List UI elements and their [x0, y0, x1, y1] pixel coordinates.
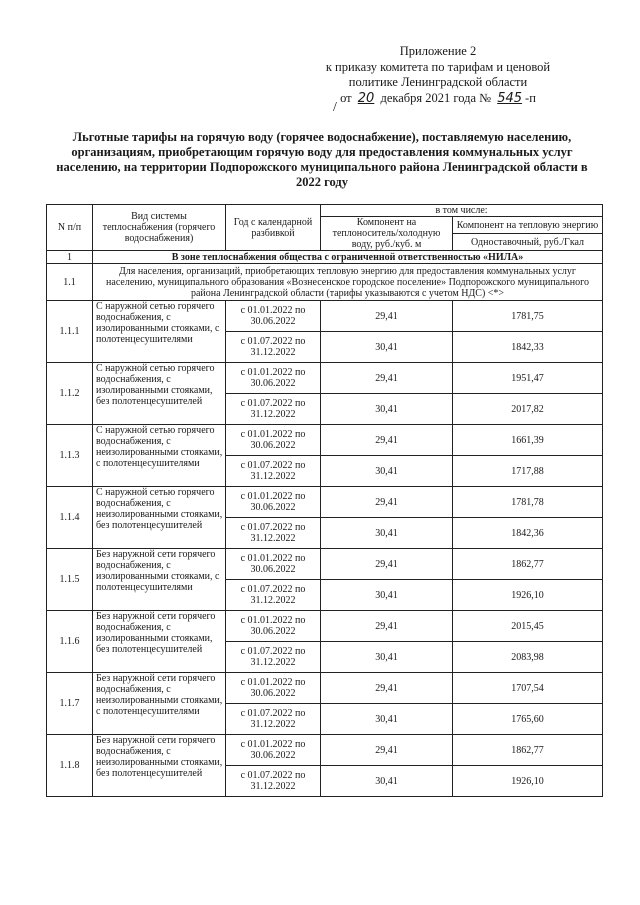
- heat-component-first-half: 1781,75: [453, 301, 603, 332]
- table-row: [47, 301, 603, 332]
- heat-component-second-half: 1717,88: [453, 456, 603, 487]
- system-type: С наружной сетью горячего водоснабжения, с неизолированными стояками, с полотенцесушителями: [93, 425, 226, 487]
- table-row: [47, 611, 603, 642]
- water-component-first-half: 29,41: [321, 487, 453, 518]
- water-component-first-half: 29,41: [321, 549, 453, 580]
- row-number: 1.1.5: [47, 549, 93, 611]
- system-type: Без наружной сети горячего водоснабжения, с неизолированными стояками, с полотенцесушителями: [93, 673, 226, 735]
- period-first-half: с 01.01.2022 по 30.06.2022: [226, 611, 321, 642]
- heat-component-first-half: 1951,47: [453, 363, 603, 394]
- document-title: Льготные тарифы на горячую воду (горячее водоснабжение), поставляемую населению, организациям, приобретающим горячую воду для предоставления коммунальных услуг населению, на территории Подпорожского муниципального района Ленинградской области в 2022 году: [56, 130, 588, 189]
- date-prefix: от: [340, 90, 352, 105]
- water-component-first-half: 29,41: [321, 425, 453, 456]
- heat-component-second-half: 2017,82: [453, 394, 603, 425]
- period-first-half: с 01.01.2022 по 30.06.2022: [226, 735, 321, 766]
- period-first-half: с 01.01.2022 по 30.06.2022: [226, 487, 321, 518]
- table-row: [47, 673, 603, 704]
- water-component-second-half: 30,41: [321, 704, 453, 735]
- water-component-first-half: 29,41: [321, 735, 453, 766]
- heat-component-first-half: 1707,54: [453, 673, 603, 704]
- water-component-second-half: 30,41: [321, 332, 453, 363]
- heat-component-first-half: 2015,45: [453, 611, 603, 642]
- period-first-half: с 01.01.2022 по 30.06.2022: [226, 549, 321, 580]
- water-component-second-half: 30,41: [321, 580, 453, 611]
- appendix-line-2: к приказу комитета по тарифам и ценовой: [325, 59, 551, 74]
- zone-number: 1: [47, 251, 93, 264]
- tariff-table-body: [47, 251, 603, 797]
- handwritten-day: 20: [357, 90, 375, 106]
- system-type: С наружной сетью горячего водоснабжения, с изолированными стояками, без полотенцесушителей: [93, 363, 226, 425]
- period-second-half: с 01.07.2022 по 31.12.2022: [226, 704, 321, 735]
- heat-component-second-half: 1926,10: [453, 580, 603, 611]
- header-component-water: Компонент на теплоноситель/холодную воду, руб./куб. м: [321, 217, 453, 251]
- table-row: [47, 363, 603, 394]
- period-second-half: с 01.07.2022 по 31.12.2022: [226, 456, 321, 487]
- period-second-half: с 01.07.2022 по 31.12.2022: [226, 518, 321, 549]
- header-num: N п/п: [47, 205, 93, 251]
- appendix-line-3: политике Ленинградской области: [348, 75, 528, 89]
- header-component-heat: Компонент на тепловую энергию: [453, 217, 603, 234]
- period-first-half: с 01.01.2022 по 30.06.2022: [226, 363, 321, 394]
- heat-component-first-half: 1661,39: [453, 425, 603, 456]
- system-type: Без наружной сети горячего водоснабжения, с изолированными стояками, с полотенцесушителями: [93, 549, 226, 611]
- period-second-half: с 01.07.2022 по 31.12.2022: [226, 766, 321, 797]
- heat-component-second-half: 1842,33: [453, 332, 603, 363]
- order-suffix: -п: [525, 90, 536, 105]
- water-component-first-half: 29,41: [321, 363, 453, 394]
- period-first-half: с 01.01.2022 по 30.06.2022: [226, 425, 321, 456]
- water-component-second-half: 30,41: [321, 394, 453, 425]
- period-second-half: с 01.07.2022 по 31.12.2022: [226, 642, 321, 673]
- period-second-half: с 01.07.2022 по 31.12.2022: [226, 394, 321, 425]
- water-component-second-half: 30,41: [321, 766, 453, 797]
- header-system: Вид системы теплоснабжения (горячего водоснабжения): [93, 205, 226, 251]
- row-number: 1.1.8: [47, 735, 93, 797]
- period-first-half: с 01.01.2022 по 30.06.2022: [226, 673, 321, 704]
- header-component-heat-unit: Одноставочный, руб./Гкал: [453, 234, 603, 251]
- table-row: [47, 549, 603, 580]
- slash-mark: /: [333, 100, 337, 115]
- appendix-header: [288, 44, 588, 106]
- heat-component-first-half: 1862,77: [453, 735, 603, 766]
- heat-component-second-half: 1926,10: [453, 766, 603, 797]
- row-number: 1.1.3: [47, 425, 93, 487]
- water-component-first-half: 29,41: [321, 611, 453, 642]
- handwritten-order-number: 545: [497, 90, 523, 106]
- heat-component-first-half: 1862,77: [453, 549, 603, 580]
- heat-component-second-half: 1842,36: [453, 518, 603, 549]
- water-component-second-half: 30,41: [321, 518, 453, 549]
- heat-component-second-half: 2083,98: [453, 642, 603, 673]
- system-type: С наружной сетью горячего водоснабжения, с изолированными стояками, с полотенцесушителями: [93, 301, 226, 363]
- period-first-half: с 01.01.2022 по 30.06.2022: [226, 301, 321, 332]
- row-number: 1.1.6: [47, 611, 93, 673]
- section-number: 1.1: [47, 264, 93, 301]
- table-row: [47, 735, 603, 766]
- table-row: [47, 487, 603, 518]
- heat-component-first-half: 1781,78: [453, 487, 603, 518]
- system-type: Без наружной сети горячего водоснабжения, с изолированными стояками, без полотенцесушителей: [93, 611, 226, 673]
- row-number: 1.1.4: [47, 487, 93, 549]
- water-component-first-half: 29,41: [321, 301, 453, 332]
- water-component-second-half: 30,41: [321, 456, 453, 487]
- water-component-second-half: 30,41: [321, 642, 453, 673]
- header-period: Год с календарной разбивкой: [226, 205, 321, 251]
- header-including: в том числе:: [321, 205, 603, 217]
- period-second-half: с 01.07.2022 по 31.12.2022: [226, 580, 321, 611]
- appendix-title: Приложение 2: [399, 44, 477, 58]
- water-component-first-half: 29,41: [321, 673, 453, 704]
- row-number: 1.1.1: [47, 301, 93, 363]
- date-middle: декабря 2021 года №: [380, 90, 492, 105]
- tariff-table: [46, 204, 603, 797]
- zone-heading: В зоне теплоснабжения общества с ограниченной ответственностью «НИЛА»: [93, 251, 603, 264]
- heat-component-second-half: 1765,60: [453, 704, 603, 735]
- period-second-half: с 01.07.2022 по 31.12.2022: [226, 332, 321, 363]
- row-number: 1.1.7: [47, 673, 93, 735]
- system-type: Без наружной сети горячего водоснабжения, с неизолированными стояками, без полотенцесушителей: [93, 735, 226, 797]
- table-row: [47, 425, 603, 456]
- row-number: 1.1.2: [47, 363, 93, 425]
- section-description: Для населения, организаций, приобретающих тепловую энергию для предоставления коммунальных услуг населению, муниципального образования «Вознесенское городское поселение» Подпорожского муниципального района Ленинградской области (тарифы указываются с учетом НДС) <*>: [93, 264, 603, 301]
- system-type: С наружной сетью горячего водоснабжения, с неизолированными стояками, без полотенцесушителей: [93, 487, 226, 549]
